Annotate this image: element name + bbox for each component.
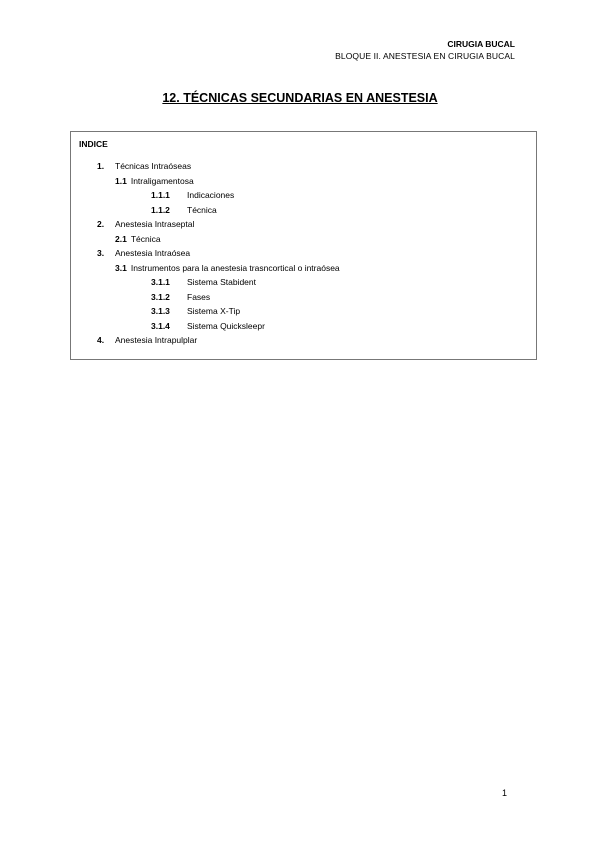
header-course: CIRUGIA BUCAL [447, 39, 515, 49]
toc-item-label: Anestesia Intraseptal [115, 219, 195, 229]
toc-item-label: Técnica [130, 234, 161, 244]
toc-item-label: Técnicas Intraóseas [115, 161, 192, 171]
header-block: BLOQUE II. ANESTESIA EN CIRUGIA BUCAL [335, 51, 515, 61]
toc-item-number: 4. [97, 335, 105, 345]
toc-item-3-1-1[interactable] [151, 276, 256, 288]
toc-item-number: 3.1.2 [151, 292, 170, 302]
toc-item-3[interactable] [97, 247, 190, 259]
toc-item-3-1-4[interactable] [151, 320, 265, 332]
toc-item-label: Intraligamentosa [130, 176, 194, 186]
document-title: 12. TÉCNICAS SECUNDARIAS EN ANESTESIA [162, 91, 438, 105]
toc-item-label: Sistema Quicksleepr [187, 321, 265, 331]
toc-item-label: Sistema Stabident [187, 277, 256, 287]
toc-item-number: 2. [97, 219, 105, 229]
toc-item-1-1-1[interactable] [151, 189, 234, 201]
toc-item-number: 3.1.1 [151, 277, 170, 287]
toc-item-number: 3.1.4 [151, 321, 170, 331]
toc-item-3-1-3[interactable] [151, 305, 240, 317]
toc-item-label: Sistema X-Tip [187, 306, 241, 316]
toc-item-number: 1.1.1 [151, 190, 170, 200]
toc-item-number: 1.1 [115, 176, 127, 186]
toc-item-label: Anestesia Intrapulplar [115, 335, 198, 345]
page-header [335, 38, 515, 62]
toc-item-2[interactable] [97, 218, 194, 230]
toc-item-1[interactable] [97, 160, 191, 172]
toc-item-label: Fases [187, 292, 211, 302]
toc-item-number: 3. [97, 248, 105, 258]
toc-item-number: 3.1 [115, 263, 127, 273]
toc-item-4[interactable] [97, 334, 197, 346]
toc-item-1-1-2[interactable] [151, 204, 217, 216]
toc-item-label: Anestesia Intraósea [115, 248, 191, 258]
toc-item-label: Indicaciones [187, 190, 235, 200]
toc-item-number: 1.1.2 [151, 205, 170, 215]
toc-item-label: Instrumentos para la anestesia trasncortical o intraósea [130, 263, 340, 273]
toc-item-2-1[interactable] [115, 233, 161, 245]
toc-item-number: 3.1.3 [151, 306, 170, 316]
toc-item-1-1[interactable] [115, 175, 194, 187]
toc-item-number: 1. [97, 161, 105, 171]
toc-item-3-1-2[interactable] [151, 291, 210, 303]
toc-item-3-1[interactable] [115, 262, 340, 274]
toc-item-label: Técnica [187, 205, 217, 215]
toc-heading: INDICE [79, 139, 108, 149]
toc-item-number: 2.1 [115, 234, 127, 244]
page-number: 1 [502, 788, 508, 798]
table-of-contents [70, 131, 537, 360]
